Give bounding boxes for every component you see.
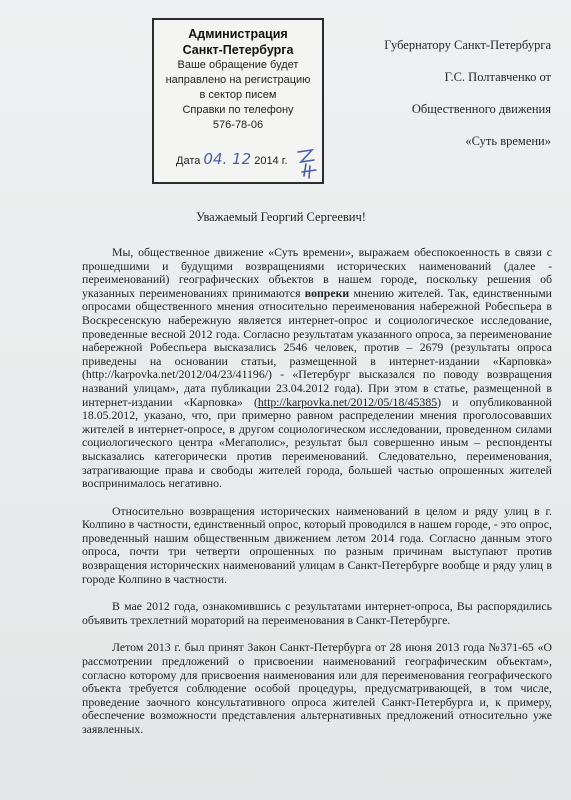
addressee-line-2: Г.С. Полтавченко от — [444, 70, 551, 84]
stamp-message-line-4: Справки по телефону — [182, 104, 294, 116]
stamp-message-line-3: в сектор писем — [199, 89, 277, 101]
paragraph-1-part-a: Мы, общественное движение «Суть времени», выражаем обеспокоенность в связи с прошедшими и будущими возвращениями исторических наименований (далее - переименований) географических объектов в нашем городе, поскольку решения об указанных переименованиях принимаются — [82, 245, 552, 300]
paragraph-1-bold: вопреки — [304, 285, 350, 300]
paragraph-4: Летом 2013 г. был принят Закон Санкт-Петербурга от 28 июня 2013 года №371-65 «О рассмотрении предложений о присвоении наименований географическим объектам», согласно которому для присвоения наименования или для переименования географического объекта требуется соблюдение особой процедуры, предусматривающей, в том числе, проведение заочного консультативного опроса жителей Санкт-Петербурга и, к примеру, обеспечение возможности представления альтернативных предложений относительно уже заявленных. — [82, 640, 552, 736]
paragraph-2: Относительно возвращения исторических наименований в целом и ряду улиц в г. Колпино в частности, единственный опрос, который проводился в нашем городе, - это опрос, проведенный нашим общественным движением летом 2014 года. Согласно данным этого опроса, почти три четверти опрошенных по разным причинам выступают против возвращения исторических наименований улицам в Санкт-Петербурге вообще и ряду улиц в городе Колпино в частности. — [82, 503, 552, 586]
registration-stamp — [152, 18, 324, 184]
paragraph-1-part-c: ) и опубликованной 18.05.2012, указано, что, при примерно равном распределении мнения проголосовавших жителей в интернет-опросе, в другом социологическом исследовании, проведенном силами социологического центра «Мегаполис», результат был совершенно иным – респонденты высказались категорически против переименований. Следовательно, переименования, затрагивающие права и свободы жителей города, большей частью опрошенных жителей воспринималось негативно. — [82, 394, 552, 491]
stamp-date-label: Дата — [176, 155, 201, 167]
stamp-year: 2014 г. — [254, 155, 288, 167]
stamp-date-handwritten: 04. 12 — [203, 150, 252, 168]
addressee-line-1: Губернатору Санкт-Петербурга — [384, 38, 551, 52]
stamp-phone: 576-78-06 — [212, 119, 264, 131]
addressee-line-3: Общественного движения — [411, 102, 551, 116]
handwritten-signature-icon — [292, 146, 322, 180]
letter-body — [82, 246, 552, 751]
stamp-message-line-1: Ваше обращение будет — [177, 59, 299, 71]
salutation: Уважаемый Георгий Сергеевич! — [196, 210, 366, 224]
karpovka-link[interactable]: http://karpovka.net/2012/05/18/45385 — [257, 394, 438, 409]
stamp-org-line-2: Санкт-Петербурга — [182, 43, 294, 57]
stamp-org-line-1: Администрация — [188, 27, 288, 41]
addressee-block — [331, 38, 551, 166]
addressee-line-4: «Суть времени» — [465, 134, 551, 148]
paragraph-1 — [82, 246, 552, 491]
stamp-date-row — [176, 150, 287, 168]
paragraph-1-part-b: мнению жителей. Так, единственными опросами общественного мнения относительно переименования набережной Робеспьера в Воскресенскую набережную является интернет-опрос и социологическое исследование, проведенные весной 2012 года. Согласно результатам указанного опроса, за переименование набережной Робеспьера высказались 2546 человек, против – 2679 (результаты опроса приведены на основании статьи, размещенной в интернет-издании «Карповка» (http://karpovka.net/2012/04/23/41196/) - «Петербург высказался по поводу возвращения названий улицам», дата публикации 23.04.2012 года). При этом в статье, размещенной в интернет-издании «Карповка» ( — [82, 285, 552, 409]
stamp-message-line-2: направлено на регистрацию — [165, 74, 311, 86]
paragraph-3: В мае 2012 года, ознакомившись с результатами интернет-опроса, Вы распорядились объявить трехлетний мораторий на переименования в Санкт-Петербурге. — [82, 599, 552, 627]
